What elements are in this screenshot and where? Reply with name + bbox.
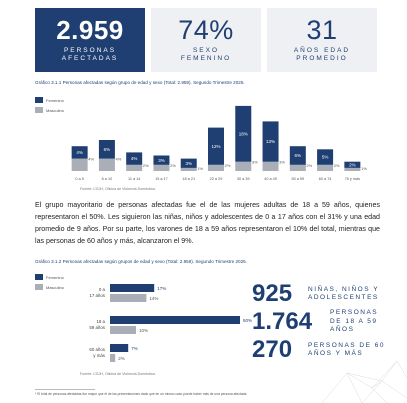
hbar-femenino-2 xyxy=(110,344,128,352)
legend-fem xyxy=(35,95,64,105)
hbar-label-femenino-0: 17% xyxy=(157,286,167,291)
grouped-horizontal-chart xyxy=(35,278,253,368)
label-masculino-8: 2% xyxy=(306,162,313,168)
label-femenino-8: 6% xyxy=(294,153,302,159)
hbar-masculino-2 xyxy=(110,354,115,362)
legend2-mas-label: Masculino xyxy=(46,284,65,290)
stat-adults-label: PERSONAS DE 18 A 59 AÑOS xyxy=(330,309,379,334)
hbar-label-femenino-2: 7% xyxy=(131,346,138,351)
category-label-1-line1: 18 a xyxy=(96,319,105,324)
bar-masculino-1 xyxy=(99,159,115,171)
label-masculino-10: 1% xyxy=(360,165,367,171)
stats-block xyxy=(252,280,392,364)
kpi-female xyxy=(151,8,261,72)
legend-fem-swatch xyxy=(35,97,43,103)
summary-paragraph: El grupo mayoritario de personas afectadas fue el de las mujeres adultas de 18 a 59 años, quienes representaron el 50%. Les siguieron las niñas, niños y adolescentes de 0 a 17 años con el 31% y una edad promedio de 9 años. Por su parte, los varones de 18 a 59 años representaron el 10% del total, mientras que las personas de 60 años y más, alcanzaron el 9%. xyxy=(35,201,380,245)
bar-masculino-5 xyxy=(208,165,224,171)
tick-label-10: 75 y más xyxy=(344,177,361,181)
hbar-masculino-0 xyxy=(110,294,146,302)
bar-masculino-9 xyxy=(317,165,333,171)
label-masculino-2: 2% xyxy=(142,162,149,168)
graph2-title: Gráfico 3.1.2 Personas afectadas según grupos de edad y sexo (Total: 2.959). Segundo Trimestre 2025. xyxy=(35,259,247,264)
kpi-affected-label: PERSONAS AFECTADAS xyxy=(61,47,119,62)
category-label-0-line2: 17 años xyxy=(89,293,105,298)
kpi-row xyxy=(35,8,377,72)
stat-adults xyxy=(252,308,392,336)
bar-masculino-7 xyxy=(263,162,279,171)
tick-label-0: 0 a 5 xyxy=(75,177,84,181)
stat-minors-label: NIÑAS, NIÑOS Y ADOLESCENTES xyxy=(308,285,379,301)
kpi-age-label: AÑOS EDAD PROMEDIO xyxy=(293,47,351,62)
bar-masculino-0 xyxy=(72,159,88,171)
kpi-age xyxy=(267,8,377,72)
stat-elderly-number: 270 xyxy=(252,336,293,363)
kpi-affected-value: 2.959 xyxy=(56,15,124,45)
label-masculino-9: 2% xyxy=(333,162,340,168)
footnote: * El total de personas afectadas fue mayor que el de las presentaciones dado que en un mismo caso puede haber más de una persona afectada. xyxy=(35,392,248,396)
bar-masculino-4 xyxy=(181,168,197,171)
legend-mas xyxy=(35,105,64,115)
age-sex-stacked-chart xyxy=(70,103,370,183)
label-femenino-10: 2% xyxy=(349,162,356,168)
category-label-2-line1: 60 años xyxy=(89,347,105,352)
kpi-female-value: 74% xyxy=(178,15,234,45)
category-label-0-line1: 0 a xyxy=(98,287,105,292)
legend-mas-swatch xyxy=(35,107,43,113)
tick-label-2: 11 a 14 xyxy=(127,177,141,181)
label-femenino-1: 6% xyxy=(103,146,111,152)
tick-label-5: 22 a 29 xyxy=(209,177,223,181)
label-femenino-5: 12% xyxy=(211,143,221,149)
kpi-affected xyxy=(35,8,145,72)
label-masculino-6: 3% xyxy=(251,159,258,165)
hbar-label-femenino-1: 50% xyxy=(243,318,253,323)
bar-masculino-3 xyxy=(153,165,169,171)
label-femenino-4: 3% xyxy=(185,160,192,166)
graph2-source: Fuente: CGJH, Oficina de Violencia Doméstica. xyxy=(80,372,156,376)
network-decoration xyxy=(317,353,407,403)
tick-label-9: 60 a 74 xyxy=(318,177,332,181)
label-femenino-7: 13% xyxy=(266,139,276,145)
legend-mas-label: Masculino xyxy=(46,107,65,113)
bar-masculino-2 xyxy=(126,165,142,171)
tick-label-3: 15 a 17 xyxy=(155,177,168,181)
tick-label-6: 30 a 39 xyxy=(236,177,250,181)
label-masculino-0: 4% xyxy=(88,156,95,162)
hbar-label-masculino-0: 14% xyxy=(149,296,159,301)
label-femenino-6: 18% xyxy=(238,131,248,137)
stat-minors-number: 925 xyxy=(252,280,293,307)
bar-masculino-8 xyxy=(290,165,306,171)
tick-label-4: 18 a 21 xyxy=(182,177,196,181)
hbar-label-masculino-1: 10% xyxy=(139,328,149,333)
graph1-legend xyxy=(35,95,64,115)
label-femenino-3: 3% xyxy=(158,157,165,163)
stat-minors xyxy=(252,280,392,308)
footnote-divider xyxy=(35,389,95,390)
label-masculino-7: 3% xyxy=(279,159,285,165)
graph1-source: Fuente: CGJH, Oficina de Violencia Doméstica. xyxy=(80,187,156,191)
label-femenino-2: 4% xyxy=(130,156,138,162)
hbar-femenino-1 xyxy=(110,316,240,324)
legend2-fem-label: Femenino xyxy=(46,274,64,280)
category-label-1-line2: 59 años xyxy=(89,325,105,330)
kpi-female-label: SEXO FEMENINO xyxy=(180,47,232,62)
category-label-2-line2: y más xyxy=(93,353,105,358)
hbar-masculino-1 xyxy=(110,326,136,334)
label-masculino-4: 1% xyxy=(197,165,204,171)
graph1-title: Gráfico 3.1.1 Personas afectadas según grupo de edad y sexo (Total: 2.959). Segundo Trimestre 2025. xyxy=(35,80,245,85)
legend-fem-label: Femenino xyxy=(46,97,64,103)
stat-adults-number: 1.764 xyxy=(252,308,313,335)
hbar-femenino-0 xyxy=(110,284,154,292)
bar-masculino-10 xyxy=(344,168,360,171)
tick-label-1: 6 a 10 xyxy=(101,177,113,181)
hbar-label-masculino-2: 2% xyxy=(118,356,125,361)
label-masculino-5: 2% xyxy=(224,162,231,168)
bar-masculino-6 xyxy=(235,162,251,171)
stat-elderly-label: PERSONAS DE 60 AÑOS Y MÁS xyxy=(308,341,385,357)
label-femenino-9: 5% xyxy=(321,154,329,160)
kpi-age-value: 31 xyxy=(306,15,338,45)
label-femenino-0: 4% xyxy=(76,150,83,155)
label-masculino-3: 2% xyxy=(170,162,176,168)
label-masculino-1: 4% xyxy=(115,156,122,162)
tick-label-8: 50 a 59 xyxy=(291,177,305,181)
tick-label-7: 40 a 49 xyxy=(264,177,277,181)
